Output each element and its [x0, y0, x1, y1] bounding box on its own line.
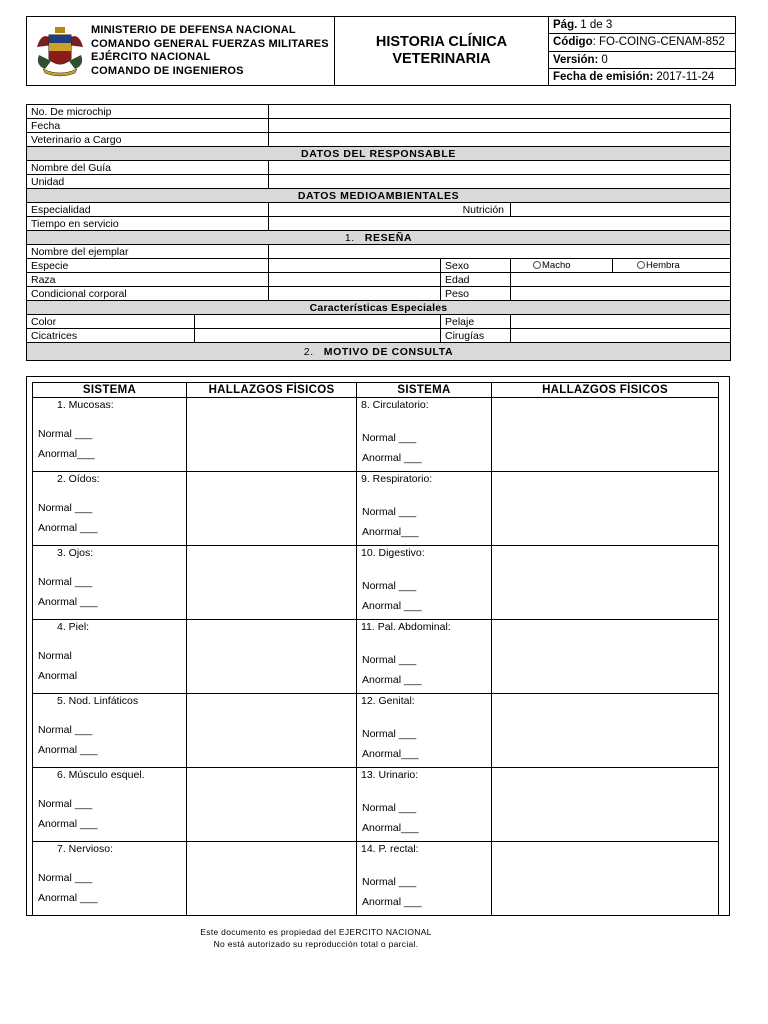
normal-check[interactable]: Normal ___ — [38, 872, 93, 884]
page-number — [549, 17, 735, 34]
color-field[interactable] — [195, 315, 441, 329]
findings-field[interactable] — [492, 398, 719, 472]
abnormal-check[interactable]: Anormal___ — [38, 448, 95, 460]
system-cell — [357, 398, 492, 472]
normal-check[interactable]: Normal ___ — [38, 428, 93, 440]
physical-exam-table — [32, 382, 719, 916]
date-value: 2017-11-24 — [656, 70, 715, 83]
age-field[interactable] — [511, 273, 731, 287]
body-condition-field[interactable] — [269, 287, 441, 301]
code-label: Código — [553, 36, 593, 49]
normal-check[interactable]: Normal ___ — [362, 580, 417, 592]
system-name: 5. Nod. Linfáticos — [57, 695, 139, 707]
abnormal-check[interactable]: Anormal ___ — [38, 892, 98, 904]
findings-field[interactable] — [187, 398, 357, 472]
system-cell — [33, 694, 187, 768]
issue-date — [549, 69, 735, 85]
findings-field[interactable] — [187, 546, 357, 620]
radio-hembra[interactable] — [613, 259, 731, 273]
system-name: 14. P. rectal: — [361, 843, 419, 855]
column-header: SISTEMA — [33, 383, 187, 398]
field-label: Peso — [441, 287, 511, 301]
column-header: SISTEMA — [357, 383, 492, 398]
field-label: Nombre del ejemplar — [27, 245, 269, 259]
findings-field[interactable] — [187, 694, 357, 768]
specimen-name-field[interactable] — [269, 245, 731, 259]
patient-info-table — [26, 104, 731, 361]
field-label: Edad — [441, 273, 511, 287]
field-label: Color — [27, 315, 195, 329]
field-label: Sexo — [441, 259, 511, 273]
field-label: Especie — [27, 259, 269, 273]
system-name: 4. Piel: — [57, 621, 90, 633]
system-cell — [357, 768, 492, 842]
system-cell — [357, 842, 492, 916]
system-name: 9. Respiratorio: — [361, 473, 433, 485]
abnormal-check[interactable]: Anormal ___ — [362, 674, 422, 686]
system-name: 13. Urinario: — [361, 769, 419, 781]
abnormal-check[interactable]: Anormal ___ — [38, 744, 98, 756]
section-number: 2. — [303, 345, 314, 358]
date-label: Fecha de emisión: — [553, 70, 654, 83]
abnormal-check[interactable]: Anormal___ — [362, 526, 419, 538]
specialty-field[interactable] — [269, 203, 441, 217]
system-cell — [357, 694, 492, 768]
code-value: : FO-COING-CENAM-852 — [592, 36, 725, 49]
title-line: HISTORIA CLÍNICA — [375, 34, 508, 50]
page-value: 1 de 3 — [580, 19, 613, 32]
section-title: MOTIVO DE CONSULTA — [323, 345, 454, 358]
exam-rows — [33, 398, 719, 916]
org-line: COMANDO DE INGENIEROS — [91, 64, 244, 77]
table-row — [33, 842, 719, 916]
section-title: RESEÑA — [364, 231, 413, 244]
findings-field[interactable] — [492, 546, 719, 620]
field-label: Unidad — [27, 175, 269, 189]
system-name: 3. Ojos: — [57, 547, 94, 559]
system-name: 10. Digestivo: — [361, 547, 425, 559]
column-header: HALLAZGOS FÍSICOS — [187, 383, 357, 398]
field-label: Nombre del Guía — [27, 161, 269, 175]
veterinarian-field[interactable] — [269, 133, 731, 147]
weight-field[interactable] — [511, 287, 731, 301]
system-name: 6. Músculo esquel. — [57, 769, 145, 781]
findings-field[interactable] — [492, 842, 719, 916]
normal-check[interactable]: Normal ___ — [362, 654, 417, 666]
system-cell — [33, 842, 187, 916]
section-header-resena — [27, 231, 731, 245]
footer-line: Este documento es propiedad del EJERCITO NACIONAL — [200, 927, 432, 937]
field-label: Especialidad — [27, 203, 269, 217]
table-row — [33, 472, 719, 546]
surgeries-field[interactable] — [511, 329, 731, 343]
system-cell — [33, 768, 187, 842]
field-label: Pelaje — [441, 315, 511, 329]
version-value: 0 — [601, 53, 608, 66]
org-line: COMANDO GENERAL FUERZAS MILITARES — [91, 37, 329, 50]
section-number: 1. — [344, 231, 355, 244]
system-name: 11. Pal. Abdominal: — [361, 621, 451, 633]
findings-field[interactable] — [187, 472, 357, 546]
section-header-motivo — [27, 343, 731, 361]
normal-check[interactable]: Normal ___ — [362, 432, 417, 444]
normal-check[interactable]: Normal ___ — [362, 802, 417, 814]
organization-name — [91, 24, 329, 78]
abnormal-check[interactable]: Anormal ___ — [362, 452, 422, 464]
document-version — [549, 52, 735, 69]
field-label: Tiempo en servicio — [27, 217, 269, 231]
findings-field[interactable] — [492, 620, 719, 694]
document-footer — [0, 926, 632, 950]
version-label: Versión: — [553, 53, 599, 66]
scars-field[interactable] — [195, 329, 441, 343]
findings-field[interactable] — [187, 620, 357, 694]
normal-check[interactable]: Normal ___ — [38, 798, 93, 810]
findings-field[interactable] — [492, 472, 719, 546]
field-label: Nutrición — [441, 203, 511, 217]
system-cell — [357, 472, 492, 546]
system-name: 7. Nervioso: — [57, 843, 114, 855]
coat-field[interactable] — [511, 315, 731, 329]
system-cell — [33, 620, 187, 694]
microchip-field[interactable] — [269, 105, 731, 119]
normal-check[interactable]: Normal ___ — [38, 724, 93, 736]
system-name: 2. Oídos: — [57, 473, 100, 485]
document-code — [549, 34, 735, 51]
abnormal-check[interactable]: Anormal ___ — [38, 522, 98, 534]
system-cell — [33, 546, 187, 620]
normal-check[interactable]: Normal ___ — [38, 502, 93, 514]
system-name: 8. Circulatorio: — [361, 399, 429, 411]
table-row — [33, 398, 719, 472]
column-header: HALLAZGOS FÍSICOS — [492, 383, 719, 398]
radio-label: Macho — [542, 259, 571, 271]
normal-check[interactable]: Normal ___ — [362, 728, 417, 740]
footer-line: No está autorizado su reproducción total o parcial. — [213, 939, 419, 949]
field-label: Fecha — [27, 119, 269, 133]
system-name: 1. Mucosas: — [57, 399, 114, 411]
abnormal-check[interactable]: Anormal ___ — [362, 600, 422, 612]
radio-circle-icon — [637, 261, 645, 269]
species-field[interactable] — [269, 259, 441, 273]
field-label: Cicatrices — [27, 329, 195, 343]
section-header-responsable: DATOS DEL RESPONSABLE — [27, 147, 731, 161]
system-cell — [357, 620, 492, 694]
abnormal-check[interactable]: Anormal___ — [362, 822, 419, 834]
unit-field[interactable] — [269, 175, 731, 189]
org-line: MINISTERIO DE DEFENSA NACIONAL — [91, 24, 296, 36]
system-name: 12. Genital: — [361, 695, 415, 707]
table-row — [33, 768, 719, 842]
date-field[interactable] — [269, 119, 731, 133]
document-header — [26, 16, 736, 86]
guide-name-field[interactable] — [269, 161, 731, 175]
normal-check[interactable]: Normal ___ — [362, 876, 417, 888]
field-label: No. De microchip — [27, 105, 269, 119]
abnormal-check[interactable]: Anormal ___ — [38, 596, 98, 608]
service-time-field[interactable] — [269, 217, 731, 231]
system-cell — [33, 398, 187, 472]
table-row — [33, 546, 719, 620]
abnormal-check[interactable]: Anormal — [38, 670, 78, 682]
system-cell — [357, 546, 492, 620]
radio-macho[interactable] — [511, 259, 613, 273]
radio-circle-icon — [533, 261, 541, 269]
radio-label: Hembra — [646, 259, 680, 271]
findings-field[interactable] — [492, 768, 719, 842]
breed-field[interactable] — [269, 273, 441, 287]
findings-field[interactable] — [187, 768, 357, 842]
title-line: VETERINARIA — [392, 51, 491, 67]
section-header-caracteristicas: Características Especiales — [27, 301, 731, 315]
section-header-medioambientales: DATOS MEDIOAMBIENTALES — [27, 189, 731, 203]
table-row — [33, 620, 719, 694]
coat-of-arms-icon — [35, 25, 85, 77]
page-label: Pág. — [553, 19, 578, 32]
nutrition-field[interactable] — [511, 203, 731, 217]
field-label: Cirugías — [441, 329, 511, 343]
abnormal-check[interactable]: Anormal ___ — [38, 818, 98, 830]
abnormal-check[interactable]: Anormal ___ — [362, 896, 422, 908]
field-label: Raza — [27, 273, 269, 287]
field-label: Veterinario a Cargo — [27, 133, 269, 147]
field-label: Condicional corporal — [27, 287, 269, 301]
findings-field[interactable] — [492, 694, 719, 768]
header-organization — [27, 17, 335, 85]
system-cell — [33, 472, 187, 546]
findings-field[interactable] — [187, 842, 357, 916]
abnormal-check[interactable]: Anormal___ — [362, 748, 419, 760]
normal-check[interactable]: Normal ___ — [362, 506, 417, 518]
table-row — [33, 694, 719, 768]
document-title — [335, 17, 549, 85]
normal-check[interactable]: Normal — [38, 650, 72, 662]
document-metadata — [549, 17, 735, 85]
normal-check[interactable]: Normal ___ — [38, 576, 93, 588]
org-line: EJÉRCITO NACIONAL — [91, 51, 211, 63]
